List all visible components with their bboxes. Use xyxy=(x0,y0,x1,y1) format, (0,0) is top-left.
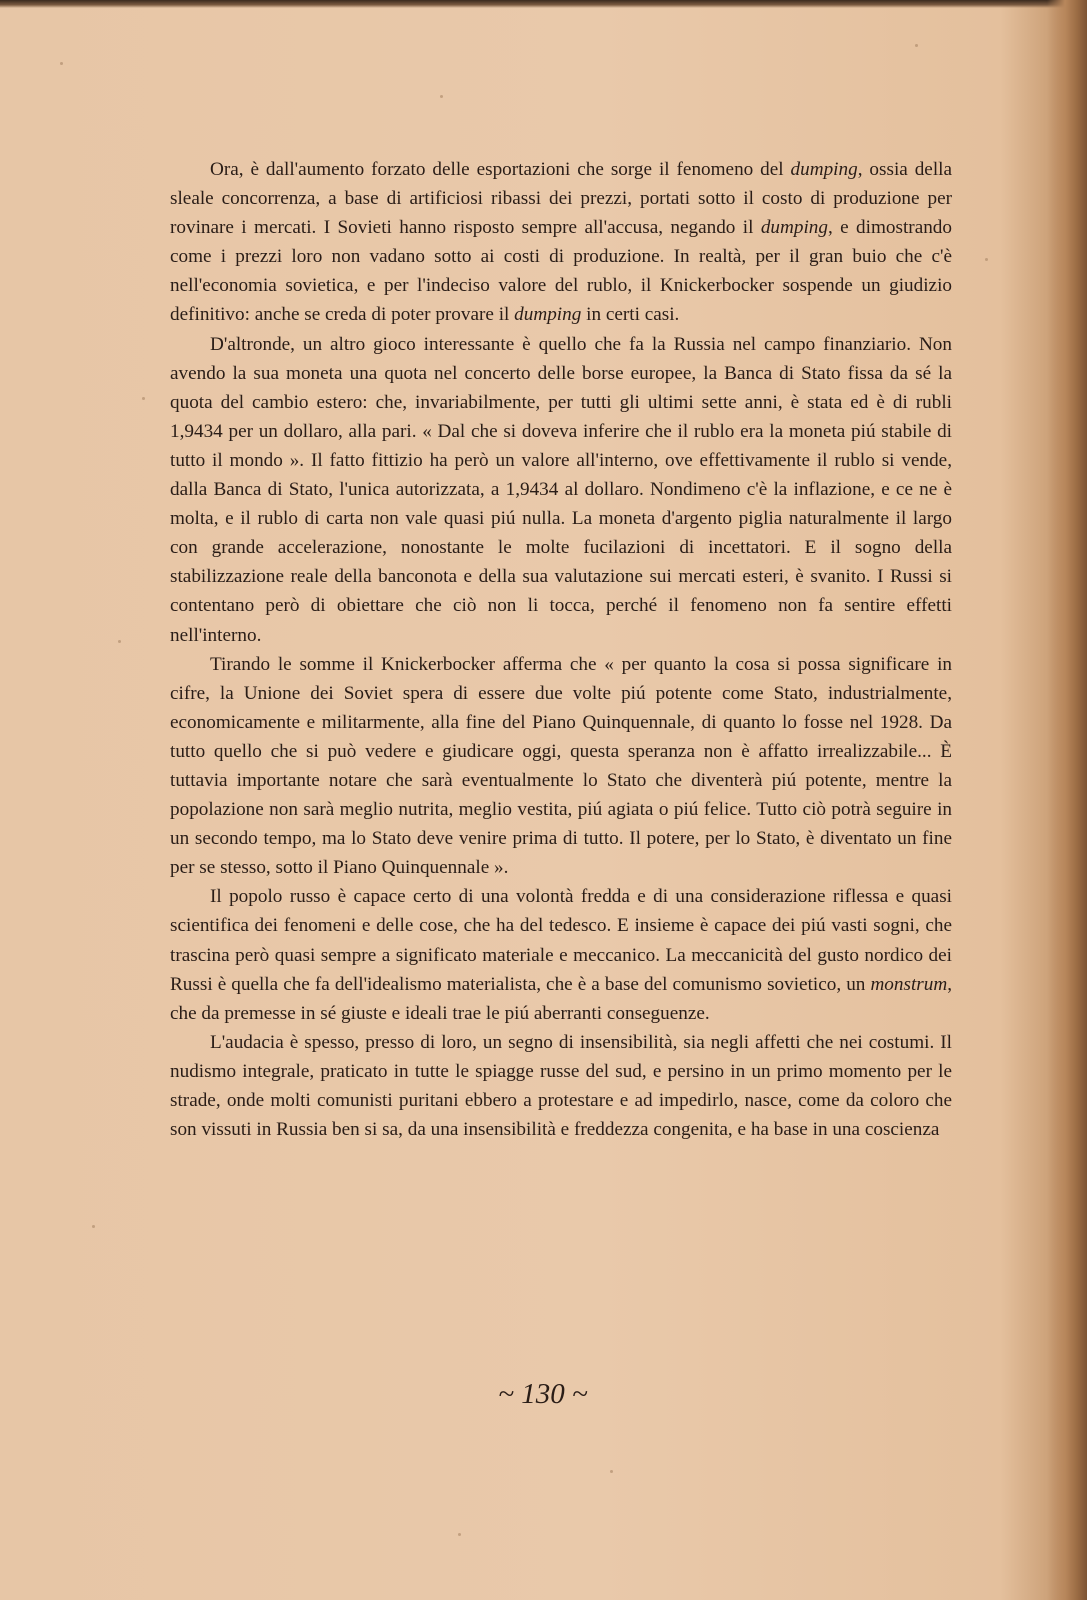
text-run: , e dimostrando come i prezzi loro non vadano sotto ai costi di produzione. In realtà, per il gran buio che c'è nell'economia sovietica, e per l'indeciso valore del rublo, il Knickerbocker sospende un giudizio definitivo: anche se creda di poter provare il xyxy=(170,217,952,326)
paper-speck xyxy=(458,1533,461,1536)
body-text xyxy=(170,155,952,1144)
text-run: Il popolo russo è capace certo di una volontà fredda e di una considerazione riflessa e quasi scientifica dei fenomeni e delle cose, che ha del tedesco. E insieme è capace dei piú vasti sogni, che trascina però quasi sempre a significato materiale e meccanico. La meccanicità del gusto nordico dei Russi è quella che fa dell'idealismo materialista, che è a base del comunismo sovietico, un xyxy=(170,886,952,995)
paper-speck xyxy=(142,397,145,400)
page-spine-edge xyxy=(1047,0,1087,1600)
text-run: Ora, è dall'aumento forzato delle esportazioni che sorge il fenomeno del xyxy=(210,159,791,180)
paper-speck xyxy=(440,95,443,98)
page-number: ~ 130 ~ xyxy=(498,1378,588,1410)
paragraph xyxy=(170,330,952,650)
text-run: , che da premesse in sé giuste e ideali trae le piú aberranti conseguenze. xyxy=(170,973,952,1024)
italic-text-run: monstrum xyxy=(870,973,948,995)
text-run: L'audacia è spesso, presso di loro, un segno di insensibilità, sia negli affetti che nei costumi. Il nudismo integrale, praticato in tutte le spiagge russe del sud, e persino in un primo momento per le strade, onde molti comunisti puritani ebbero a protestare e ad impedirlo, nasce, come da coloro che son vissuti in Russia ben si sa, da una insensibilità e freddezza congenita, e ha base in una coscienza xyxy=(170,1031,952,1141)
paragraph xyxy=(170,650,952,883)
italic-text-run: dumping xyxy=(760,217,828,239)
italic-text-run: dumping xyxy=(790,159,858,180)
paper-speck xyxy=(92,1225,95,1228)
text-run: , ossia della sleale concorrenza, a base di artificiosi ribassi dei prezzi, portati sotto il costo di produzione per rovinare i mercati. I Sovieti hanno risposto sempre all'accusa, negando il xyxy=(170,159,952,239)
text-run: in certi casi. xyxy=(581,304,680,326)
paper-speck xyxy=(60,62,63,65)
paper-speck xyxy=(610,1470,613,1473)
paper-speck xyxy=(118,640,121,643)
text-run: D'altronde, un altro gioco interessante è quello che fa la Russia nel campo finanziario. Non avendo la sua moneta una quota nel concerto delle borse europee, la Banca di Stato fissa da sé la quota del cambio estero: che, invariabilmente, per tutti gli ultimi sette anni, è stata ed è di rubli 1,9434 per un dollaro, alla pari. « Dal che si doveva inferire che il rublo era la moneta piú stabile di tutto il mondo ». Il fatto fittizio ha però un valore all'interno, ove effettivamente il rublo si vende, dalla Banca di Stato, l'unica autorizzata, a 1,9434 al dollaro. Nondimeno c'è la inflazione, e ce ne è molta, e il rublo di carta non vale quasi piú nulla. La moneta d'argento piglia naturalmente il largo con grande accelerazione, nonostante le molte fucilazioni di incettatori. E il sogno della stabilizzazione reale della banconota e della sua valutazione sui mercati esteri, è svanito. I Russi si contentano però di obiettare che ciò non li tocca, perché il fenomeno non fa sentire effetti nell'interno. xyxy=(170,333,952,646)
paper-speck xyxy=(985,258,988,261)
paragraph xyxy=(170,1028,952,1144)
page-top-shadow xyxy=(0,0,1087,8)
paragraph xyxy=(170,155,952,330)
paragraph xyxy=(170,882,952,1027)
italic-text-run: dumping xyxy=(514,304,582,326)
text-run: Tirando le somme il Knickerbocker afferma che « per quanto la cosa si possa significare in cifre, la Unione dei Soviet spera di essere due volte piú potente come Stato, industrialmente, economicamente e militarmente, alla fine del Piano Quinquennale, di quanto lo fosse nel 1928. Da tutto quello che si può vedere e giudicare oggi, questa speranza non è affatto irrealizzabile... È tuttavia importante notare che sarà eventualmente lo Stato che diventerà piú potente, mentre la popolazione non sarà meglio nutrita, meglio vestita, piú agiata o piú felice. Tutto ciò potrà seguire in un secondo tempo, ma lo Stato deve venire prima di tutto. Il potere, per lo Stato, è diventato un fine per se stesso, sotto il Piano Quinquennale ». xyxy=(170,653,952,879)
paper-speck xyxy=(915,44,918,47)
